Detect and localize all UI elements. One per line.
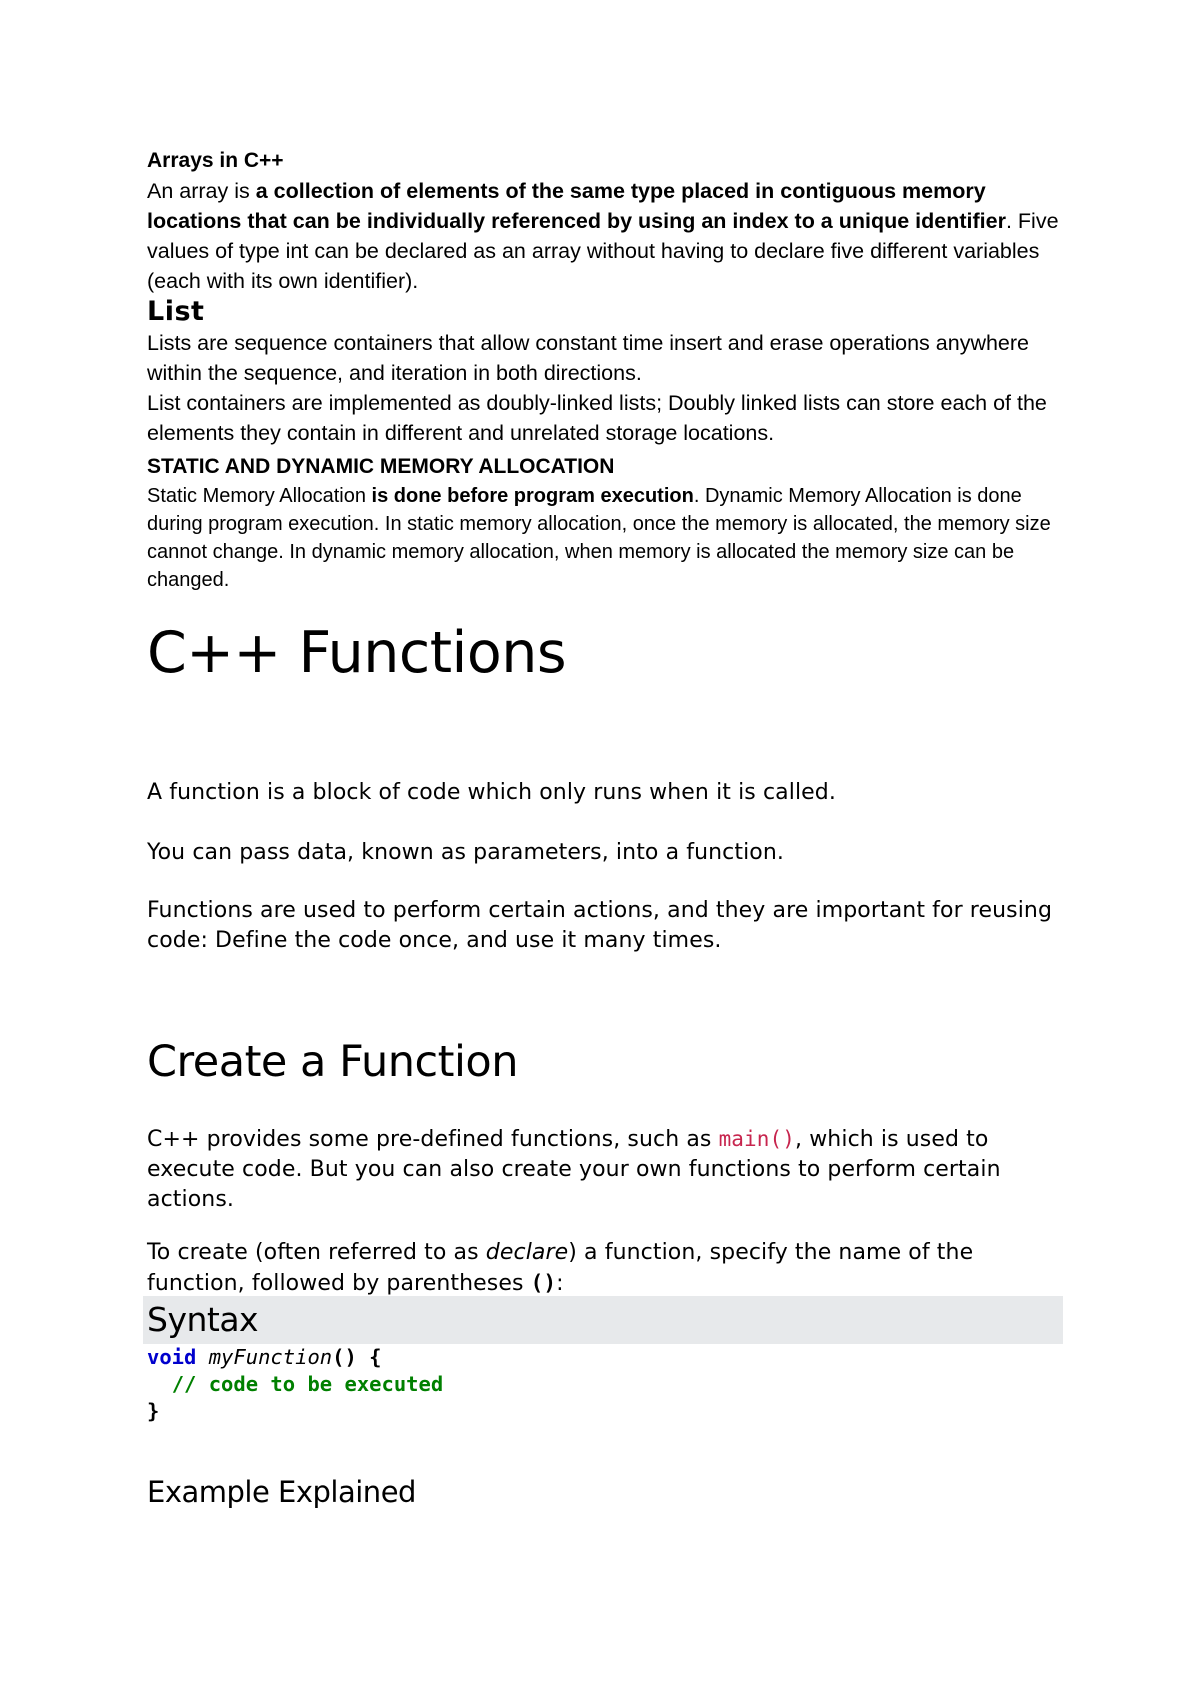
functions-heading: C++ Functions xyxy=(147,620,567,686)
list-paragraph-2: List containers are implemented as doubly-linked lists; Doubly linked lists can store each of the elements they contain in different and unrelated storage locations. xyxy=(147,391,1047,445)
functions-paragraph-1: A function is a block of code which only runs when it is called. xyxy=(147,780,836,805)
list-paragraph-1: Lists are sequence containers that allow constant time insert and erase operations anywhere within the sequence, and iteration in both directions. xyxy=(147,331,1030,385)
create-function-heading: Create a Function xyxy=(147,1037,518,1087)
main-code: main() xyxy=(718,1127,796,1151)
arrays-title: Arrays in C++ xyxy=(147,149,284,172)
syntax-header: Syntax xyxy=(143,1296,1063,1344)
arrays-section xyxy=(147,146,1067,296)
arrays-paragraph: An array is a collection of elements of the same type placed in contiguous memory locations that can be individually referenced by using an index to a unique identifier. Five values of type int can be declared as an array without having to declare five different variables (each with its own identifier). xyxy=(147,179,1059,293)
functions-paragraph-2: You can pass data, known as parameters, into a function. xyxy=(147,840,785,865)
create-paragraph-2: To create (often referred to as declare) a function, specify the name of the function, followed by parentheses (): xyxy=(147,1240,974,1296)
memory-title: STATIC AND DYNAMIC MEMORY ALLOCATION xyxy=(147,455,615,478)
functions-paragraph-3: Functions are used to perform certain actions, and they are important for reusing code: Define the code once, and use it many times. xyxy=(147,898,1053,953)
example-explained-heading: Example Explained xyxy=(147,1475,416,1509)
list-title: List xyxy=(147,296,205,327)
create-paragraph-1: C++ provides some pre-defined functions, such as main(), which is used to execute code. But you can also create your own functions to perform certain actions. xyxy=(147,1127,1001,1212)
list-section xyxy=(147,296,1067,448)
memory-section xyxy=(147,452,1067,594)
memory-paragraph: Static Memory Allocation is done before program execution. Dynamic Memory Allocation is done during program execution. In static memory allocation, once the memory is allocated, the memory size cannot change. In dynamic memory allocation, when memory is allocated the memory size can be changed. xyxy=(147,485,1051,591)
syntax-code-block: void myFunction() { // code to be executed } xyxy=(147,1345,444,1423)
